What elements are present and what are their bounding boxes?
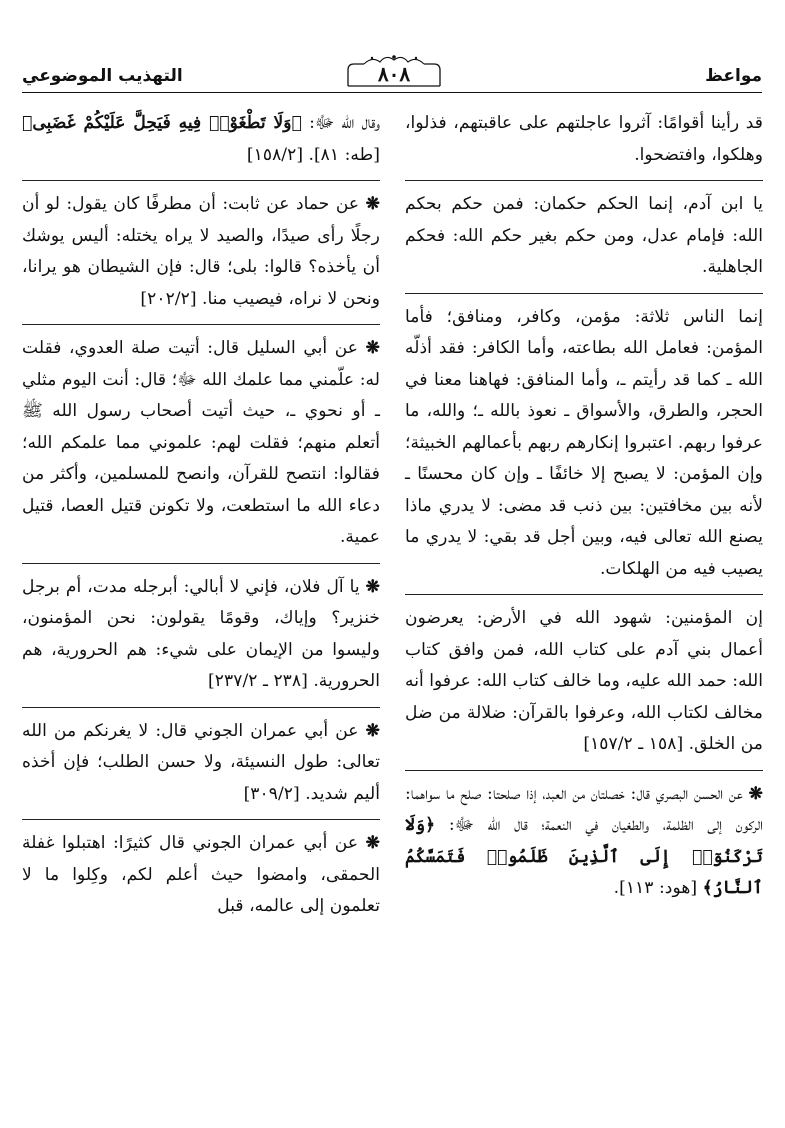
citation: [هود: ١١٣].: [613, 878, 698, 898]
paragraph-divider: [22, 819, 380, 820]
page-number: ٨٠٨: [377, 62, 411, 86]
star-bullet-icon: ❋: [365, 576, 380, 597]
paragraph: [405, 302, 763, 595]
paragraph-text: وقال الله ﷻ:: [309, 113, 380, 133]
paragraph: [405, 108, 763, 180]
paragraph-divider: [22, 180, 380, 181]
paragraph: [22, 333, 380, 563]
quran-verse: ﴿وَلَا تَطْغَوْا۟ فِيهِ فَيَحِلَّ عَلَيْكُمْ غَضَبِى﴾: [22, 113, 302, 133]
paragraph-divider: [22, 563, 380, 564]
citation: [٢٠٢/٢]: [140, 288, 197, 309]
citation: [٢٣٨ ـ ٢٣٧/٢]: [208, 671, 308, 691]
star-bullet-icon: ❋: [365, 338, 380, 358]
right-column: [405, 108, 763, 914]
paragraph-text: يا آل فلان، فإني لا أبالي: أبرجله مدت، أم برجل خنزير؟ وإياك، وقومًا يقولون: نحن المؤمنون، وليسوا من الإيمان على شيء: هم الحرورية، هم الحرورية.: [22, 576, 380, 691]
paragraph-text: يا ابن آدم، إنما الحكم حكمان: فمن حكم بحكم الله: فإمام عدل، ومن حكم بغير حكم الله: فحكم الجاهلية.: [405, 194, 763, 277]
paragraph-text: قد رأينا أقوامًا: آثروا عاجلتهم على عاقبتهم، فذلوا، وهلكوا، وافتضحوا.: [405, 113, 763, 165]
paragraph-text: عن حماد عن ثابت: أن مطرفًا كان يقول: لو أن رجلًا رأى صيدًا، والصيد لا يراه يختله: أليس يوشك أن يأخذه؟ قالوا: بلى؛ قال: فإن الشيطان هو يرانا، ونحن لا نراه، فيصيب منا.: [22, 194, 380, 309]
paragraph-text: عن أبي عمران الجوني قال: لا يغرنكم من الله تعالى: طول النسيئة، ولا حسن الطلب؛ فإن أخذه أليم شديد.: [22, 720, 380, 804]
paragraph: [22, 572, 380, 707]
paragraph-text: عن أبي عمران الجوني قال كثيرًا: اهتبلوا غفلة الحمقى، وامضوا حيث أعلم لكم، وكِلوا ما لا تعلمون إلى عالمه، قبل: [22, 833, 380, 916]
paragraph: [22, 189, 380, 324]
paragraph-divider: [22, 324, 380, 325]
paragraph-text: عن الحسن البصري قال: خصلتان من العبد، إذا صلحتا: صلح ما سواهما: الركون إلى الظلمة، والطغيان في النعمة؛ قال الله ﷻ:: [405, 783, 763, 835]
paragraph-divider: [405, 594, 763, 595]
citation: [٣٠٩/٢]: [243, 783, 300, 804]
citation: [١٥٨ ـ ١٥٧/٢]: [583, 734, 684, 754]
paragraph-divider: [405, 180, 763, 181]
star-bullet-icon: ❋: [365, 194, 380, 214]
star-bullet-icon: ❋: [365, 720, 380, 741]
star-bullet-icon: ❋: [748, 783, 763, 804]
left-column: [22, 108, 380, 932]
page-header: [22, 52, 762, 94]
paragraph-divider: [22, 707, 380, 708]
paragraph-text: إنما الناس ثلاثة: مؤمن، وكافر، ومنافق؛ فأما المؤمن: فعامل الله بطاعته، وأما الكافر: فقد أذلّه الله ـ كما قد رأيتم ـ، وأما المنافق: فهاهنا معنا في الحجر، والطرق، والأسواق ـ نعوذ بالله ـ؛ والله، ما عرفوا ربهم. اعتبروا إنكارهم ربهم بأعمالهم الخبيثة؛ وإن المؤمن: لا يصبح إلا خائفًا ـ وإن كان محسنًا ـ لأنه بين مخافتين: بين ذنب قد مضى: لا يدري ماذا يصنع الله تعالى فيه، وبين أجل قد بقي: لا يدري ما يصيب فيه من الهلكات.: [405, 306, 763, 579]
paragraph: [405, 603, 763, 770]
paragraph: [405, 779, 763, 914]
paragraph: [405, 189, 763, 293]
page-number-frame: [342, 52, 446, 92]
paragraph-divider: [405, 770, 763, 771]
paragraph: [22, 828, 380, 932]
book-title: التهذيب الموضوعي: [22, 66, 183, 86]
paragraph: [22, 716, 380, 820]
section-title: مواعظ: [705, 66, 762, 86]
star-bullet-icon: ❋: [365, 833, 381, 853]
citation: [طه: ٨١]. [١٥٨/٢]: [246, 144, 380, 165]
quran-verse: ﴿وَلَا تَرْكَنُوٓا۟ إِلَى ٱلَّذِينَ ظَلَمُوا۟ فَتَمَسَّكُمُ ٱلنَّارُ﴾: [405, 815, 763, 898]
paragraph: [22, 108, 380, 180]
paragraph-text: عن أبي السليل قال: أتيت صلة العدوي، فقلت له: علّمني مما علمك الله ﷻ؛ قال: أنت اليوم مثلي ـ أو نحوي ـ، حيث أتيت أصحاب رسول الله ﷺ أتعلم منهم؛ فقلت لهم: علموني مما علمكم الله؛ فقالوا: انتصح للقرآن، وانصح للمسلمين، وأكثر من دعاء الله ما استطعت، ولا تكونن قتيل العصا، قتيل عمية.: [22, 338, 380, 547]
header-rule: [22, 92, 762, 93]
paragraph-divider: [405, 293, 763, 294]
paragraph-text: إن المؤمنين: شهود الله في الأرض: يعرضون أعمال بني آدم على كتاب الله، فمن وافق كتاب الله: حمد الله عليه، وما خالف كتاب الله: عرفوا أنه مخالف لكتاب الله، وعرفوا بالقرآن: ضلالة من ضل من الخلق.: [405, 608, 763, 754]
